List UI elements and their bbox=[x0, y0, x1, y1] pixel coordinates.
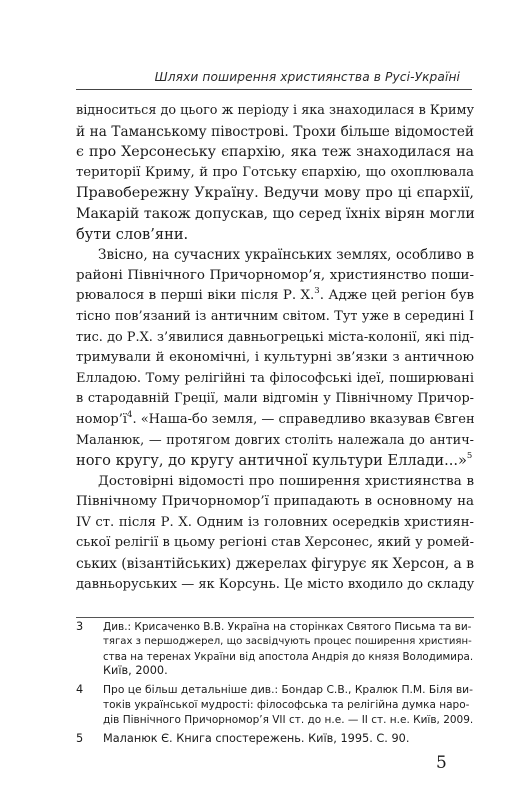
footnote-4 bbox=[76, 683, 474, 727]
text-line: давньоруських — як Корсунь. Це місто входило до складу bbox=[76, 576, 475, 592]
page-number: 5 bbox=[436, 753, 447, 773]
footnote-number: 3 bbox=[76, 620, 84, 633]
text-line: території Криму, й про Готську єпархію, що охоплювала bbox=[76, 164, 474, 180]
main-text bbox=[76, 101, 474, 595]
footnote-line: токів української мудрості: філософська та релігійна думка наро- bbox=[103, 698, 470, 711]
text-run: рювалося в перші віки після Р. Х. bbox=[76, 288, 315, 304]
text-line: й на Таманському півострові. Трохи більше відомостей bbox=[76, 123, 474, 140]
footnote-line: Див.: Крисаченко В.В. Україна на сторінках Святого Письма та ви- bbox=[103, 621, 472, 633]
footnote-ref-4: 4 bbox=[127, 409, 133, 420]
text-line: IV ст. після Р. Х. Одним із головних осередків християн- bbox=[76, 514, 474, 530]
text-line: є про Херсонеську єпархію, яка теж знаходилася на bbox=[76, 144, 474, 161]
footnote-line: Київ, 2000. bbox=[103, 664, 168, 678]
text-line: Елладою. Тому релігійні та філософські ідеї, поширювані bbox=[76, 370, 474, 386]
footnote-line: ства на теренах України від апостола Андрія до князя Володимира. bbox=[103, 650, 474, 663]
footnote-3 bbox=[76, 620, 474, 679]
paragraph-1 bbox=[76, 101, 474, 245]
text-run: . «Наша-бо земля, — справедливо вказував Євген bbox=[132, 411, 475, 427]
text-line: тісно пов’язаний із античним світом. Тут уже в середині І bbox=[76, 308, 474, 324]
text-line: Маланюк, — протягом довгих століть належала до антич- bbox=[76, 432, 474, 448]
text-line: в стародавній Греції, мали відгомін у Північному Причор- bbox=[76, 391, 474, 407]
text-line bbox=[76, 451, 474, 472]
text-line: Північному Причорномор’ї припадають в основному на bbox=[76, 494, 474, 510]
footnote-line: Маланюк Є. Книга спостережень. Київ, 1995. С. 90. bbox=[103, 731, 410, 745]
paragraph-2 bbox=[76, 245, 474, 472]
footnote-separator bbox=[76, 617, 474, 618]
text-line: Звісно, на сучасних українських землях, особливо в bbox=[98, 247, 474, 264]
text-line: Правобережну Україну. Ведучи мову про ці єпархії, bbox=[76, 185, 474, 202]
text-run: . Адже цей регіон був bbox=[319, 288, 474, 304]
footnote-line: Про це більш детальніше див.: Бондар С.В., Кралюк П.М. Біля ви- bbox=[103, 683, 473, 697]
text-line: Макарій також допускав, що серед їхніх вірян могли bbox=[76, 205, 475, 222]
running-head: Шляхи поширення християнства в Русі-Україні bbox=[154, 70, 460, 84]
text-run: номор’ї bbox=[76, 411, 128, 427]
text-line bbox=[76, 286, 474, 307]
text-line: ської релігії в цьому регіоні став Херсонес, який у ромей- bbox=[76, 535, 474, 551]
text-line: бути слов’яни. bbox=[76, 225, 189, 243]
footnote-line: дів Північного Причорномор’я VII ст. до н.е. — ІІ ст. н.е. Київ, 2009. bbox=[103, 713, 474, 726]
text-line: відноситься до цього ж періоду і яка знаходилася в Криму bbox=[76, 103, 474, 118]
text-line: тис. до Р.Х. з’явилися давньогрецькі міста-колонії, які під- bbox=[76, 329, 474, 345]
text-line: районі Північного Причорномор’я, християнство поши- bbox=[76, 267, 474, 283]
footnotes bbox=[76, 620, 474, 746]
text-run: ного кругу, до кругу античної культури Еллади...» bbox=[76, 452, 467, 470]
text-line bbox=[76, 410, 474, 431]
text-line: тримували й економічні, і культурні зв’язки з античною bbox=[76, 350, 474, 366]
footnote-line: тягах з першоджерел, що засвідчують процес поширення християн- bbox=[103, 635, 472, 647]
footnote-number: 5 bbox=[76, 731, 84, 745]
footnote-ref-3: 3 bbox=[314, 285, 320, 296]
paragraph-3 bbox=[76, 472, 474, 596]
footnote-5 bbox=[76, 732, 474, 747]
text-line: ських (візантійських) джерелах фігурує як Херсон, а в bbox=[76, 556, 474, 573]
footnote-ref-5: 5 bbox=[466, 451, 473, 462]
text-line: Достовірні відомості про поширення християнства в bbox=[98, 473, 474, 489]
footnote-number: 4 bbox=[76, 683, 84, 697]
header-rule bbox=[76, 89, 472, 90]
